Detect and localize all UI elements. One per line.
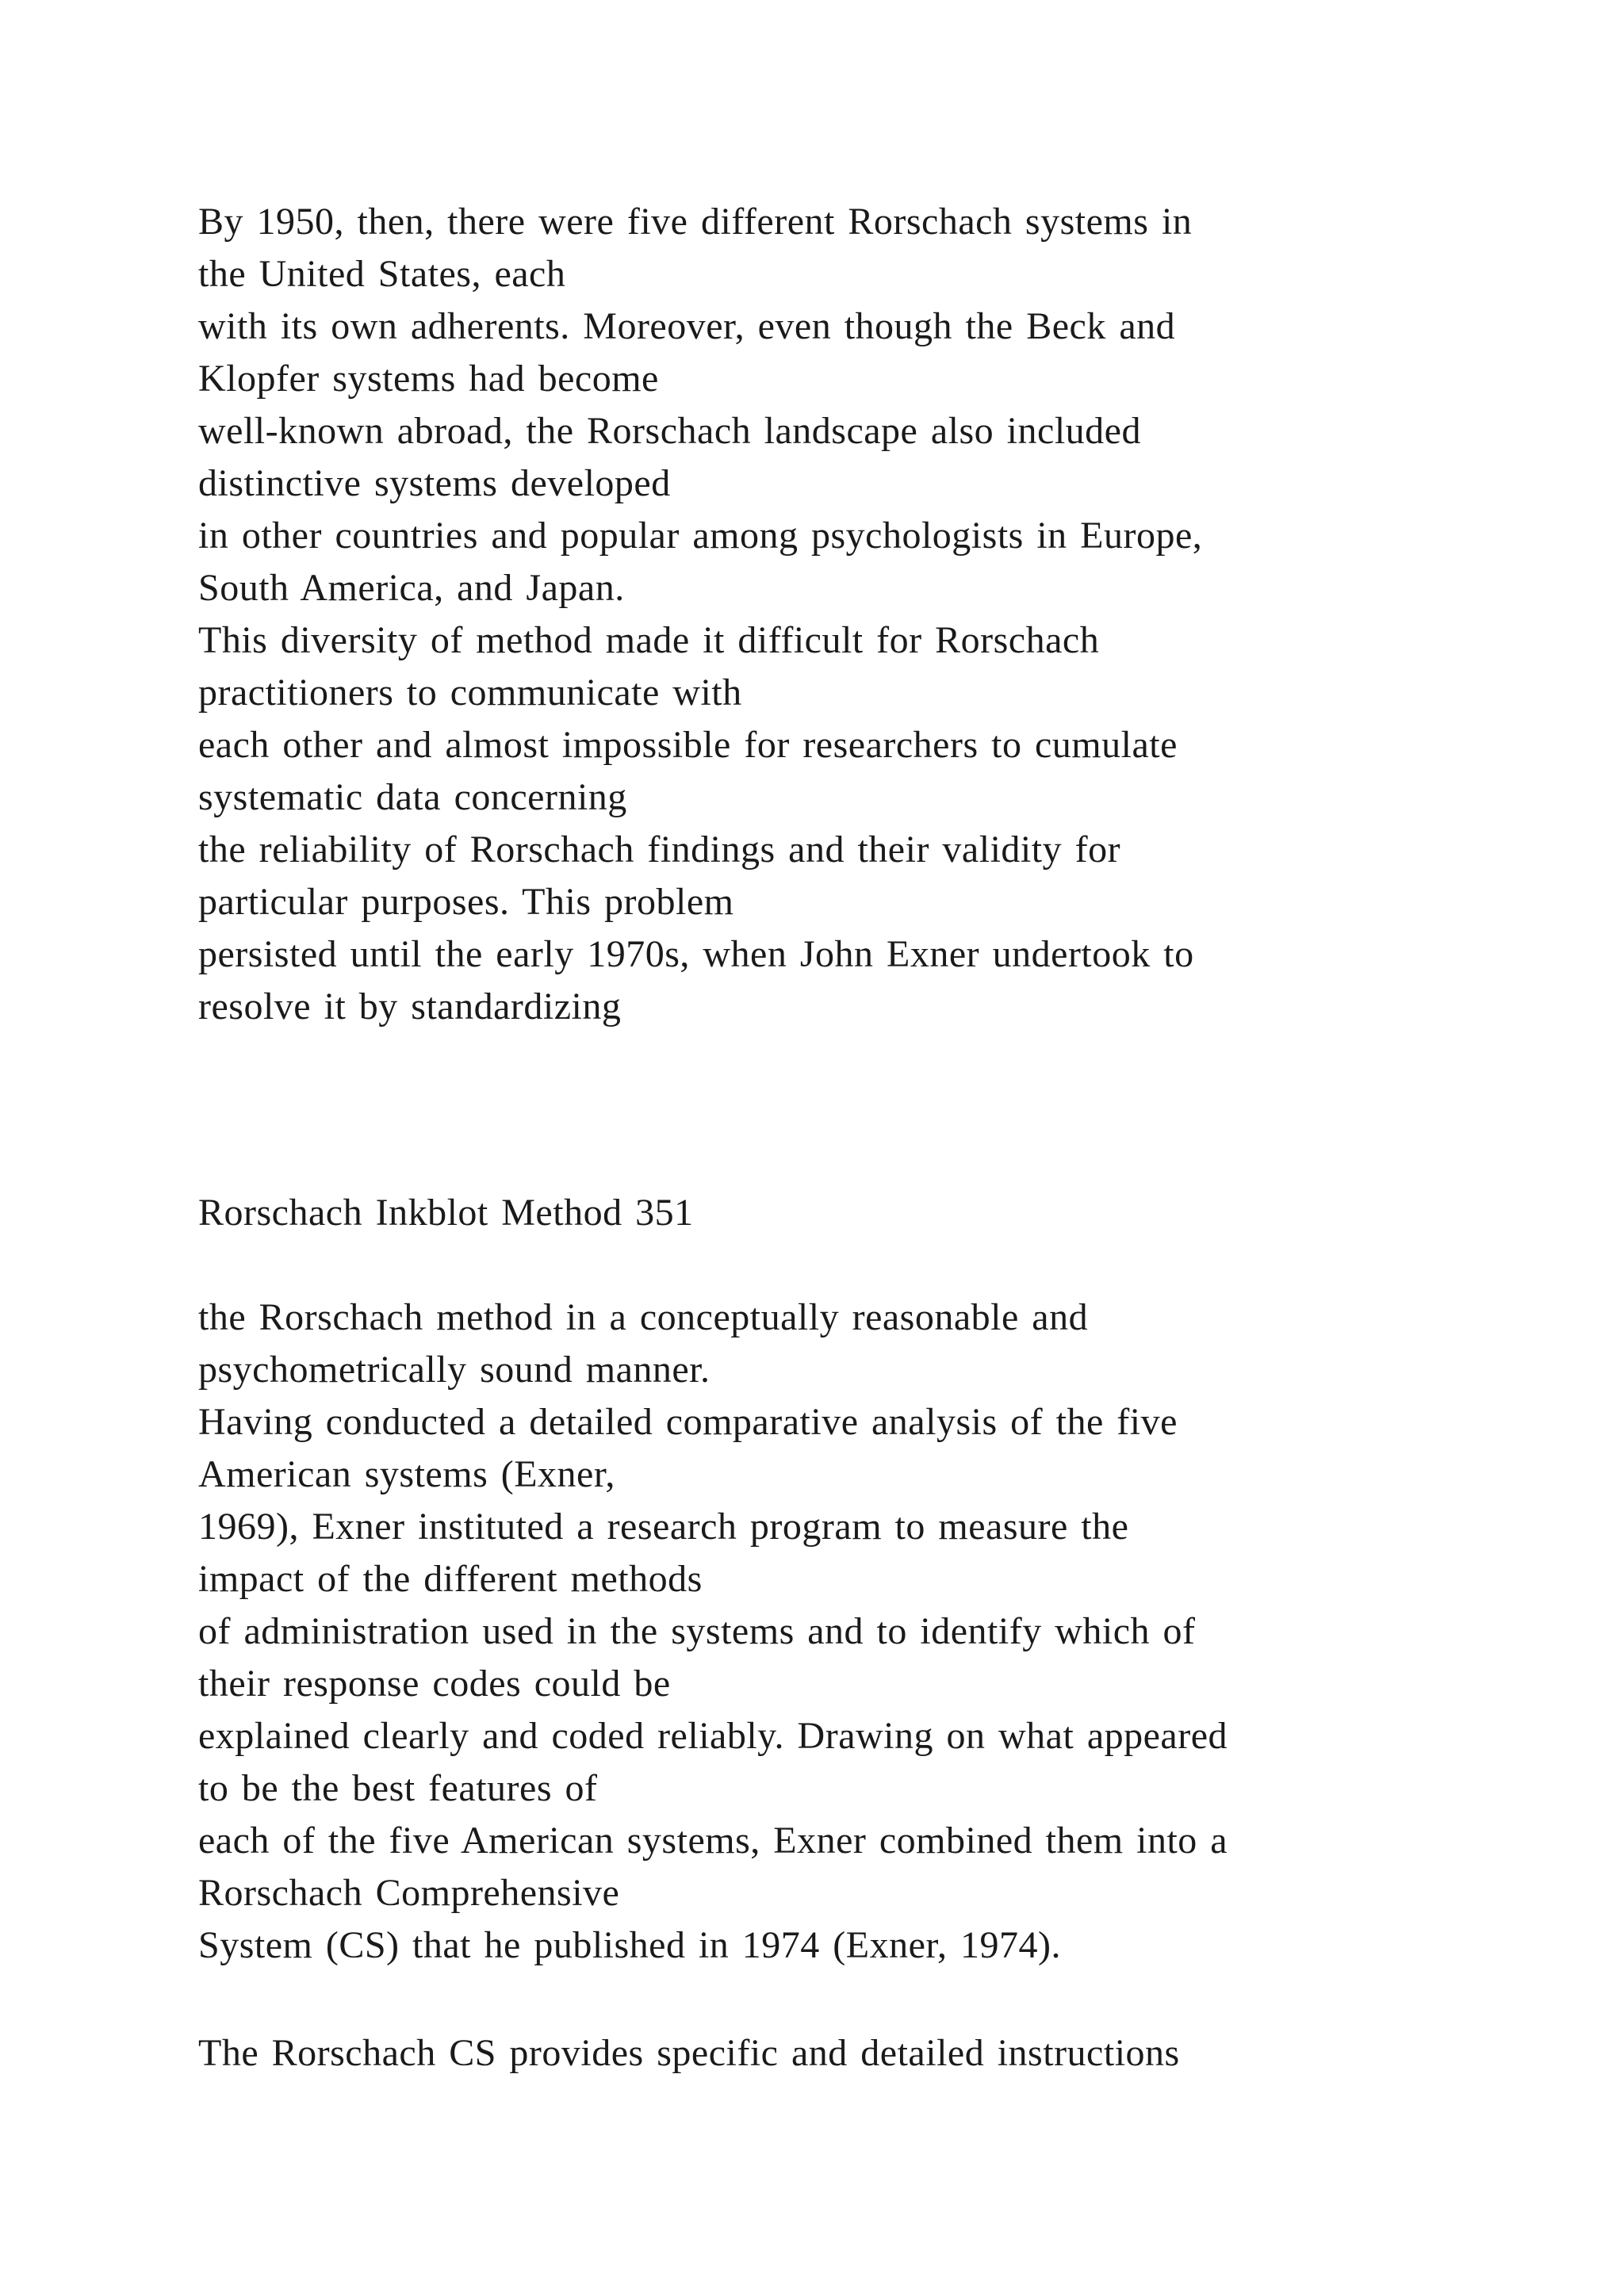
- text-line: This diversity of method made it difficult for Rorschach: [198, 619, 1100, 661]
- text-line: persisted until the early 1970s, when John Exner undertook to: [198, 933, 1194, 975]
- paragraph-cs-instructions: [198, 2027, 1507, 2080]
- text-line: explained clearly and coded reliably. Drawing on what appeared: [198, 1715, 1228, 1757]
- text-line: each other and almost impossible for researchers to cumulate: [198, 724, 1178, 766]
- text-line: systematic data concerning: [198, 776, 627, 818]
- text-line: resolve it by standardizing: [198, 985, 622, 1027]
- text-line: well-known abroad, the Rorschach landscape also included: [198, 410, 1141, 452]
- text-line: Klopfer systems had become: [198, 358, 659, 400]
- text-line: Rorschach Comprehensive: [198, 1872, 620, 1914]
- text-line: particular purposes. This problem: [198, 881, 734, 923]
- text-line: South America, and Japan.: [198, 567, 625, 609]
- text-line: their response codes could be: [198, 1663, 671, 1705]
- text-line: of administration used in the systems and to identify which of: [198, 1610, 1196, 1652]
- text-line: each of the five American systems, Exner combined them into a: [198, 1820, 1228, 1862]
- text-line: American systems (Exner,: [198, 1453, 615, 1495]
- text-line: with its own adherents. Moreover, even though the Beck and: [198, 305, 1176, 347]
- text-line: the United States, each: [198, 253, 566, 295]
- text-line: The Rorschach CS provides specific and detailed instructions: [198, 2032, 1180, 2074]
- paragraph-exner-background: [198, 196, 1507, 1033]
- text-line: the Rorschach method in a conceptually reasonable and: [198, 1296, 1089, 1338]
- text-line: in other countries and popular among psychologists in Europe,: [198, 515, 1203, 557]
- running-header-text: Rorschach Inkblot Method 351: [198, 1192, 694, 1234]
- running-header: [198, 1187, 1507, 1239]
- text-line: By 1950, then, there were five different Rorschach systems in: [198, 201, 1193, 243]
- text-line: impact of the different methods: [198, 1558, 703, 1600]
- text-line: practitioners to communicate with: [198, 672, 742, 714]
- text-line: distinctive systems developed: [198, 462, 671, 504]
- text-line: 1969), Exner instituted a research program to measure the: [198, 1506, 1129, 1548]
- text-line: to be the best features of: [198, 1767, 598, 1809]
- text-line: psychometrically sound manner.: [198, 1349, 710, 1391]
- text-line: the reliability of Rorschach findings and their validity for: [198, 828, 1121, 871]
- text-line: Having conducted a detailed comparative analysis of the five: [198, 1401, 1178, 1443]
- text-line: System (CS) that he published in 1974 (Exner, 1974).: [198, 1924, 1061, 1966]
- paragraph-comprehensive-system: [198, 1292, 1507, 1972]
